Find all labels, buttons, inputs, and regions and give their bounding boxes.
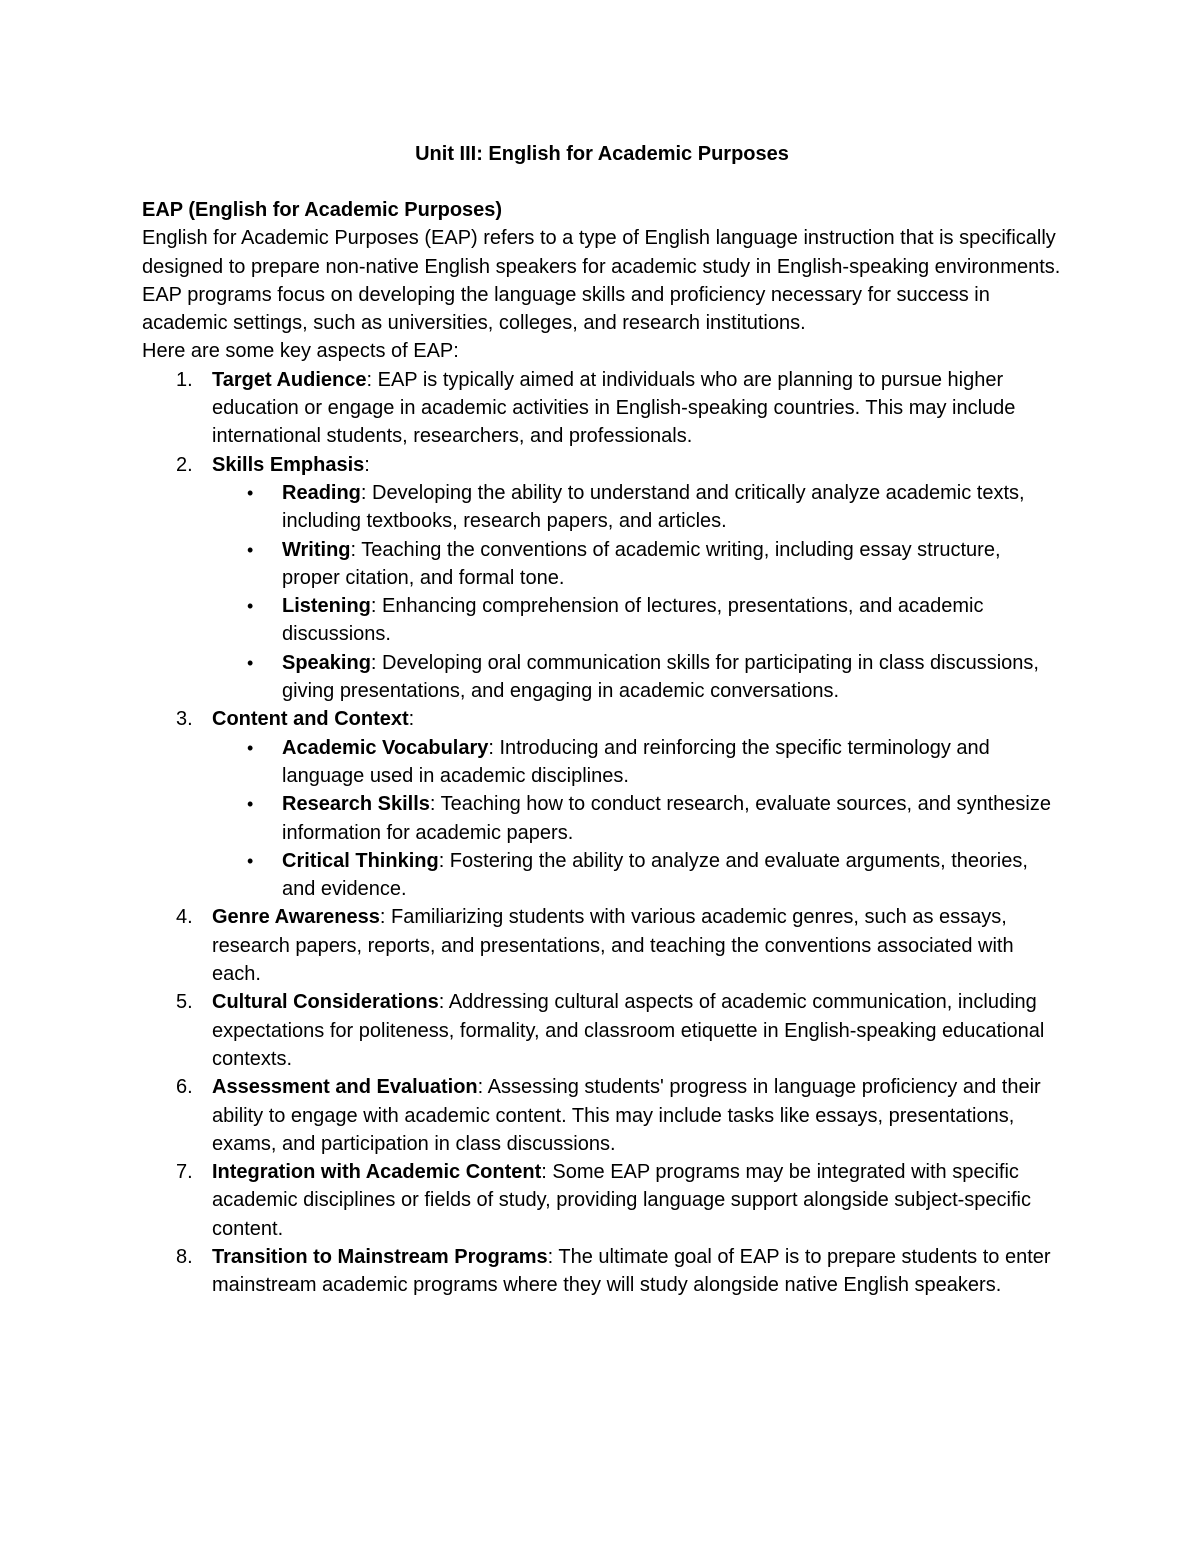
list-number: 7. bbox=[176, 1161, 193, 1184]
sub-text: : Introducing and reinforcing the specific terminology and language used in academic disciplines. bbox=[282, 736, 990, 787]
sub-list-item bbox=[212, 847, 1062, 904]
bullet-icon: • bbox=[247, 850, 254, 871]
sub-list-item bbox=[212, 649, 1062, 706]
aspects-list bbox=[142, 366, 1062, 1300]
section-heading: EAP (English for Academic Purposes) bbox=[142, 199, 503, 221]
list-text: : EAP is typically aimed at individuals who are planning to pursue higher education or engage in academic activities in English-speaking countries. This may include international students, researchers, and professionals. bbox=[212, 368, 1016, 448]
lead-paragraph: Here are some key aspects of EAP: bbox=[142, 340, 459, 363]
list-term: Content and Context bbox=[212, 708, 409, 731]
list-term: Skills Emphasis bbox=[212, 453, 365, 476]
bullet-icon: • bbox=[247, 539, 254, 560]
list-term: Assessment and Evaluation bbox=[212, 1076, 478, 1099]
sub-text: : Developing the ability to understand and critically analyze academic texts, including textbooks, research papers, and articles. bbox=[282, 481, 1025, 533]
sub-list-item bbox=[212, 536, 1062, 593]
list-term: Transition to Mainstream Programs bbox=[212, 1245, 548, 1268]
list-term: Target Audience bbox=[212, 368, 367, 391]
list-number: 4. bbox=[176, 906, 193, 929]
list-text: : Some EAP programs may be integrated with specific academic disciplines or fields of study, providing language support alongside subject-specific content. bbox=[212, 1161, 1031, 1240]
intro-paragraph: English for Academic Purposes (EAP) refers to a type of English language instruction that is specifically designed to prepare non-native English speakers for academic study in English-speaking environments. EAP programs focus on developing the language skills and proficiency necessary for success in academic settings, such as universities, colleges, and research institutions. bbox=[142, 227, 1061, 335]
sub-term: Listening bbox=[282, 595, 371, 618]
list-item bbox=[142, 903, 1062, 988]
list-term: Genre Awareness bbox=[212, 906, 380, 929]
sub-term: Academic Vocabulary bbox=[282, 736, 489, 759]
list-text: : Familiarizing students with various academic genres, such as essays, research papers, reports, and presentations, and teaching the conventions associated with each. bbox=[212, 906, 1014, 986]
list-item bbox=[142, 451, 1062, 706]
bullet-icon: • bbox=[247, 737, 254, 758]
sub-list bbox=[212, 479, 1062, 705]
bullet-icon: • bbox=[247, 794, 254, 815]
sub-list-item bbox=[212, 734, 1062, 791]
list-item bbox=[142, 705, 1062, 903]
sub-list-item bbox=[212, 790, 1062, 847]
list-number: 6. bbox=[176, 1076, 193, 1099]
sub-term: Research Skills bbox=[282, 793, 430, 816]
sub-list-item bbox=[212, 592, 1062, 649]
sub-list-item bbox=[212, 479, 1062, 536]
bullet-icon: • bbox=[247, 596, 254, 617]
sub-text: : Fostering the ability to analyze and evaluate arguments, theories, and evidence. bbox=[282, 849, 1028, 901]
sub-list bbox=[212, 734, 1062, 904]
list-number: 3. bbox=[176, 708, 193, 731]
list-item bbox=[142, 988, 1062, 1073]
sub-text: : Teaching how to conduct research, evaluate sources, and synthesize information for academic papers. bbox=[282, 793, 1051, 844]
bullet-icon: • bbox=[247, 482, 254, 503]
list-number: 5. bbox=[176, 991, 193, 1014]
list-text: : Addressing cultural aspects of academic communication, including expectations for politeness, formality, and classroom etiquette in English-speaking educational contexts. bbox=[212, 991, 1045, 1070]
sub-text: : Teaching the conventions of academic writing, including essay structure, proper citation, and formal tone. bbox=[282, 538, 1001, 589]
list-number: 1. bbox=[176, 368, 193, 391]
list-item bbox=[142, 366, 1062, 451]
list-item bbox=[142, 1158, 1062, 1243]
list-text: : The ultimate goal of EAP is to prepare students to enter mainstream academic programs where they will study alongside native English speakers. bbox=[212, 1245, 1051, 1297]
sub-term: Speaking bbox=[282, 651, 371, 674]
sub-term: Reading bbox=[282, 481, 361, 504]
sub-text: : Developing oral communication skills for participating in class discussions, giving presentations, and engaging in academic conversations. bbox=[282, 651, 1039, 703]
list-text: : Assessing students' progress in language proficiency and their ability to engage with academic content. This may include tasks like essays, presentations, exams, and participation in class discussions. bbox=[212, 1076, 1041, 1155]
sub-text: : Enhancing comprehension of lectures, presentations, and academic discussions. bbox=[282, 595, 984, 646]
list-term: Integration with Academic Content bbox=[212, 1161, 542, 1184]
list-term: Cultural Considerations bbox=[212, 991, 439, 1014]
bullet-icon: • bbox=[247, 652, 254, 673]
list-number: 2. bbox=[176, 453, 193, 476]
list-item bbox=[142, 1073, 1062, 1158]
list-number: 8. bbox=[176, 1245, 193, 1268]
sub-term: Critical Thinking bbox=[282, 849, 439, 872]
sub-term: Writing bbox=[282, 538, 351, 561]
document-title: Unit III: English for Academic Purposes bbox=[415, 143, 789, 165]
list-text: : bbox=[364, 453, 370, 476]
list-text: : bbox=[408, 708, 415, 731]
list-item bbox=[142, 1243, 1062, 1300]
document-page bbox=[142, 140, 1062, 1300]
